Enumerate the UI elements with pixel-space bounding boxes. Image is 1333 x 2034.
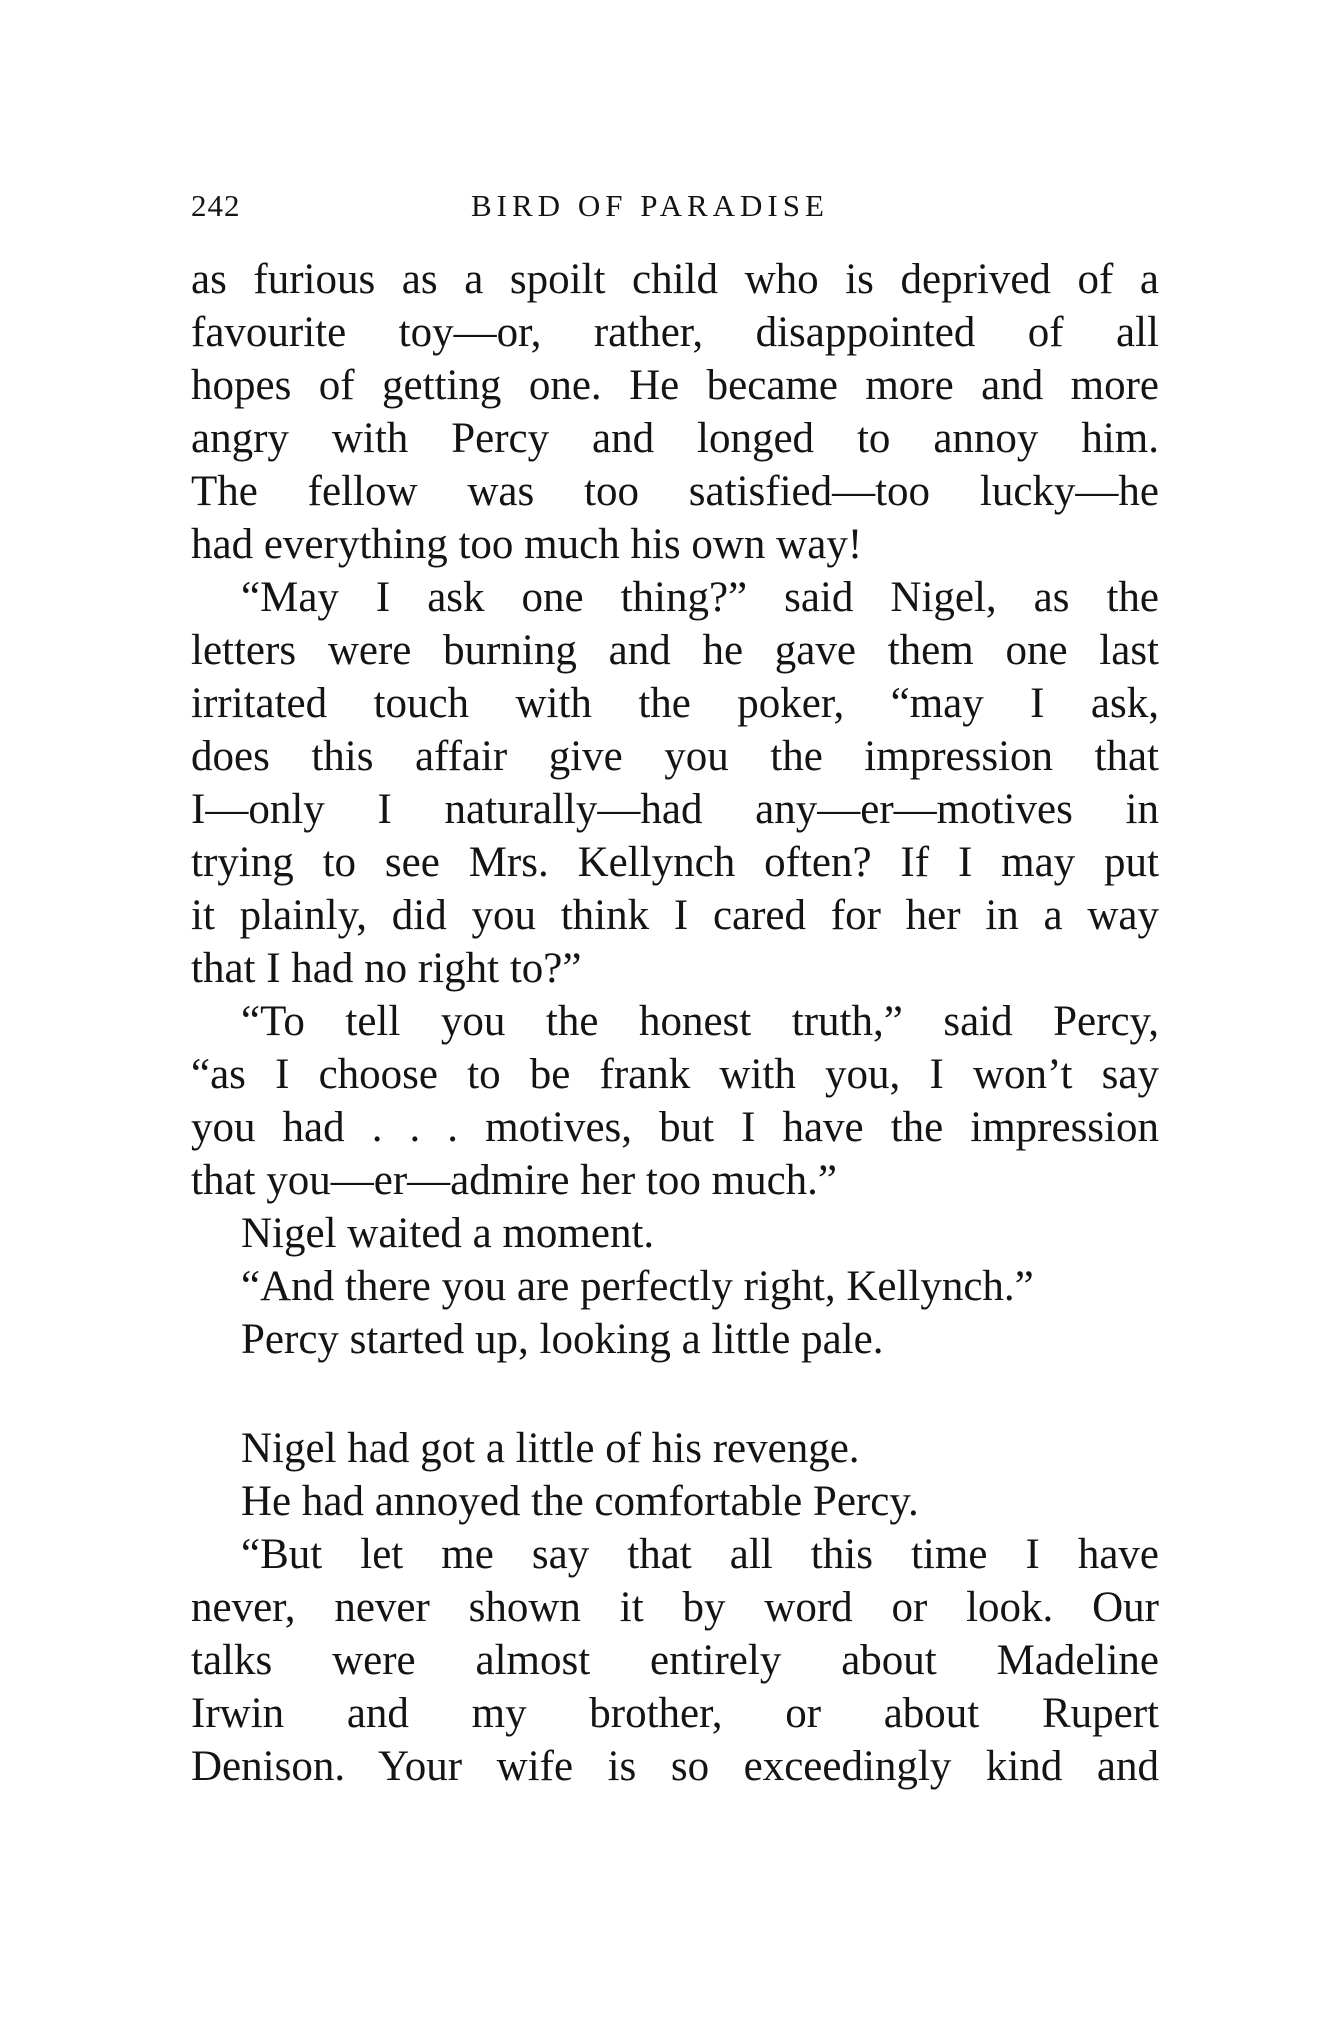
text-line: it plainly, did you think I cared for her in a way	[191, 892, 1159, 939]
paragraph	[191, 995, 1159, 1207]
text-line: Irwin and my brother, or about Rupert	[191, 1690, 1159, 1737]
text-line: angry with Percy and longed to annoy him.	[191, 415, 1159, 462]
text-line: hopes of getting one. He became more and more	[191, 362, 1159, 409]
text-line: The fellow was too satisfied—too lucky—he	[191, 468, 1159, 515]
paragraph	[191, 571, 1159, 995]
text-line: never, never shown it by word or look. Our	[191, 1584, 1159, 1631]
paragraph	[191, 1260, 1159, 1313]
text-line: talks were almost entirely about Madeline	[191, 1637, 1159, 1684]
paragraph	[191, 253, 1159, 571]
text-line: He had annoyed the comfortable Percy.	[241, 1478, 919, 1525]
text-line: you had . . . motives, but I have the impression	[191, 1104, 1159, 1151]
paragraph	[191, 1528, 1159, 1793]
body-text	[191, 253, 1159, 1793]
text-line: “May I ask one thing?” said Nigel, as the	[241, 574, 1159, 621]
text-line: Percy started up, looking a little pale.	[241, 1316, 884, 1363]
text-line: letters were burning and he gave them one last	[191, 627, 1159, 674]
text-line: favourite toy—or, rather, disappointed of all	[191, 309, 1159, 356]
text-line: had everything too much his own way!	[191, 521, 863, 568]
paragraph	[191, 1207, 1159, 1260]
text-line: I—only I naturally—had any—er—motives in	[191, 786, 1159, 833]
text-line: as furious as a spoilt child who is deprived of a	[191, 256, 1159, 303]
text-line: trying to see Mrs. Kellynch often? If I may put	[191, 839, 1159, 886]
text-line: irritated touch with the poker, “may I ask,	[191, 680, 1159, 727]
text-line: “And there you are perfectly right, Kellynch.”	[241, 1263, 1034, 1310]
paragraph	[191, 1313, 1159, 1366]
section-gap	[191, 1366, 1159, 1422]
text-line: Denison. Your wife is so exceedingly kind and	[191, 1743, 1159, 1790]
text-line: “But let me say that all this time I have	[241, 1531, 1159, 1578]
text-line: does this affair give you the impression that	[191, 733, 1159, 780]
running-title: BIRD OF PARADISE	[471, 188, 829, 223]
paragraph	[191, 1422, 1159, 1475]
text-line: Nigel had got a little of his revenge.	[241, 1425, 860, 1472]
text-line: “To tell you the honest truth,” said Percy,	[241, 998, 1159, 1045]
text-line: that I had no right to?”	[191, 945, 582, 992]
text-line: that you—er—admire her too much.”	[191, 1157, 837, 1204]
text-line: Nigel waited a moment.	[241, 1210, 655, 1257]
running-head	[191, 186, 1161, 226]
text-line: “as I choose to be frank with you, I won’t say	[191, 1051, 1159, 1098]
paragraph	[191, 1475, 1159, 1528]
page-number: 242	[191, 188, 241, 223]
